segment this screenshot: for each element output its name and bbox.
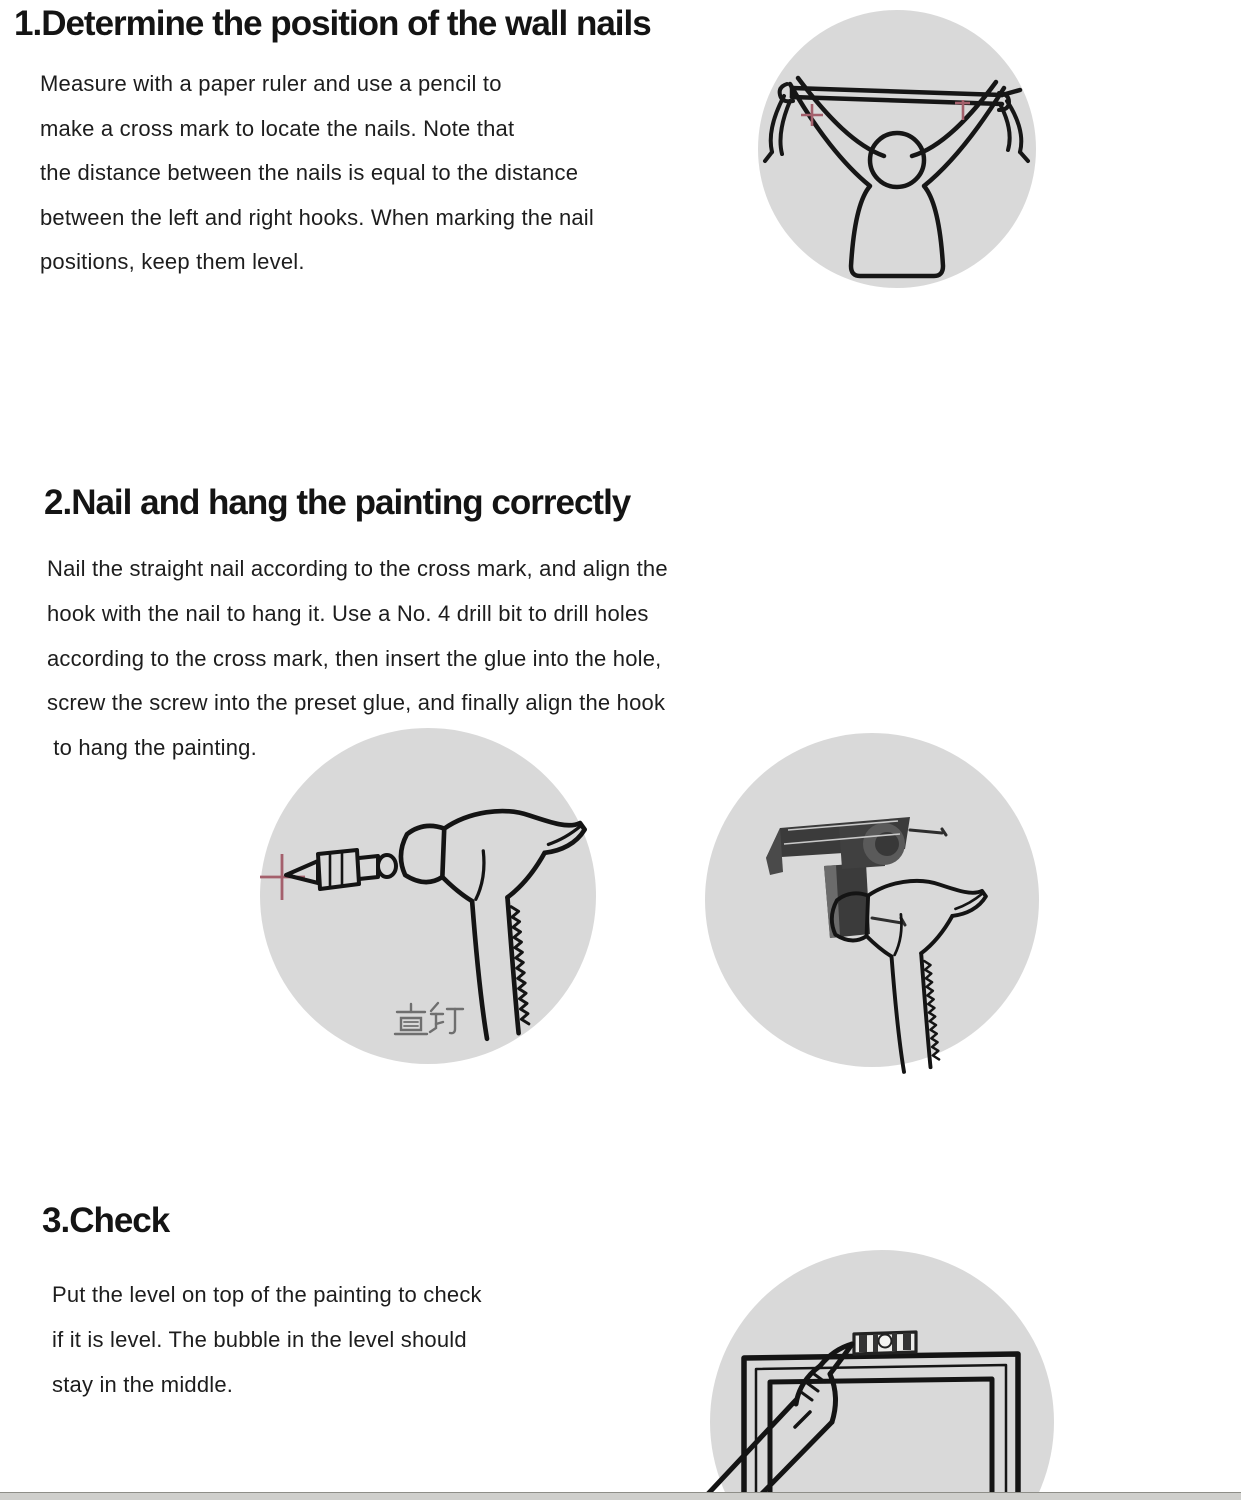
step2-body-line: hook with the nail to hang it. Use a No. 4 drill bit to drill holes: [47, 600, 649, 626]
illustration-circle-background: [705, 733, 1039, 1067]
level-bubble: [879, 1335, 892, 1348]
step1-body-line: Measure with a paper ruler and use a pencil to: [40, 71, 502, 96]
step2-body-line: screw the screw into the preset glue, and finally align the hook: [47, 690, 666, 716]
hook-and-hammer-illustration: [704, 718, 1044, 1082]
step3-body: [52, 1272, 482, 1407]
step1-body-line: positions, keep them level.: [40, 249, 305, 275]
step3-body-line: Put the level on top of the painting to check: [52, 1282, 482, 1307]
illustration-circle-background: [758, 10, 1036, 288]
illustration-circle-background: [710, 1250, 1054, 1493]
step3-body-line: if it is level. The bubble in the level should: [52, 1327, 467, 1352]
step1-body-line: the distance between the nails is equal to the distance: [40, 160, 579, 186]
step2-body-line: according to the cross mark, then insert the glue into the hole,: [47, 645, 662, 671]
step1-body: [40, 62, 594, 285]
nail-and-hammer-illustration: [256, 714, 600, 1078]
bottom-floor-bar: [0, 1492, 1241, 1500]
illustration-circle-background: [260, 728, 596, 1064]
step2-body-line: Nail the straight nail according to the cross mark, and align the: [47, 556, 668, 581]
level-check-illustration: [706, 1248, 1058, 1493]
step1-heading: 1.Determine the position of the wall nails: [14, 4, 651, 43]
person-measuring-illustration: [756, 0, 1038, 300]
step3-heading: 3.Check: [42, 1201, 170, 1240]
step3-body-line: stay in the middle.: [52, 1372, 234, 1397]
step1-body-line: between the left and right hooks. When marking the nail: [40, 204, 594, 230]
step1-body-line: make a cross mark to locate the nails. Note that: [40, 115, 515, 141]
step2-heading: 2.Nail and hang the painting correctly: [44, 483, 631, 522]
spirit-level-icon: [854, 1332, 916, 1354]
step2-body-line: to hang the painting.: [47, 735, 257, 761]
